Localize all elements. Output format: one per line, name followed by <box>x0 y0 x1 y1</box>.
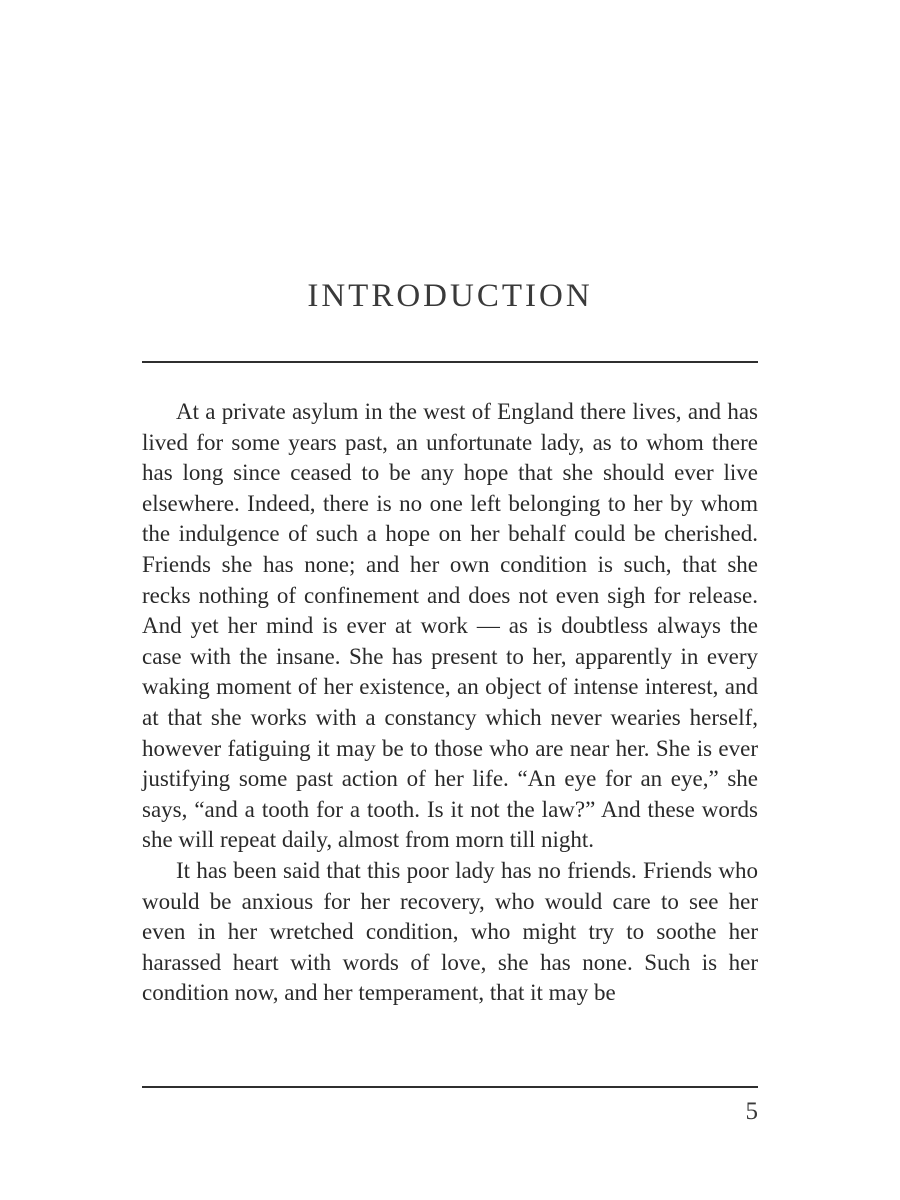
bottom-divider <box>142 1086 758 1088</box>
paragraph-1: At a private asylum in the west of England there lives, and has lived for some years past, an unfortunate lady, as to whom there has long since ceased to be any hope that she should ever live elsewhere. Indeed, there is no one left belonging to her by whom the indulgence of such a hope on her behalf could be cherished. Friends she has none; and her own condition is such, that she recks nothing of confinement and does not even sigh for release. And yet her mind is ever at work — as is doubtless always the case with the insane. She has present to her, apparently in every waking moment of her existence, an object of intense interest, and at that she works with a constancy which never wearies herself, however fatiguing it may be to those who are near her. She is ever justifying some past action of her life. “An eye for an eye,” she says, “and a tooth for a tooth. Is it not the law?” And these words she will repeat daily, almost from morn till night. <box>142 399 758 853</box>
page-number: 5 <box>745 1098 758 1125</box>
body-text <box>142 397 758 1009</box>
top-divider <box>142 361 758 363</box>
chapter-title: INTRODUCTION <box>307 278 593 314</box>
paragraph-2: It has been said that this poor lady has no friends. Friends who would be anxious for her recovery, who would care to see her even in her wretched condition, who might try to soothe her harassed heart with words of love, she has none. Such is her condition now, and her temperament, that it may be <box>142 857 758 1006</box>
